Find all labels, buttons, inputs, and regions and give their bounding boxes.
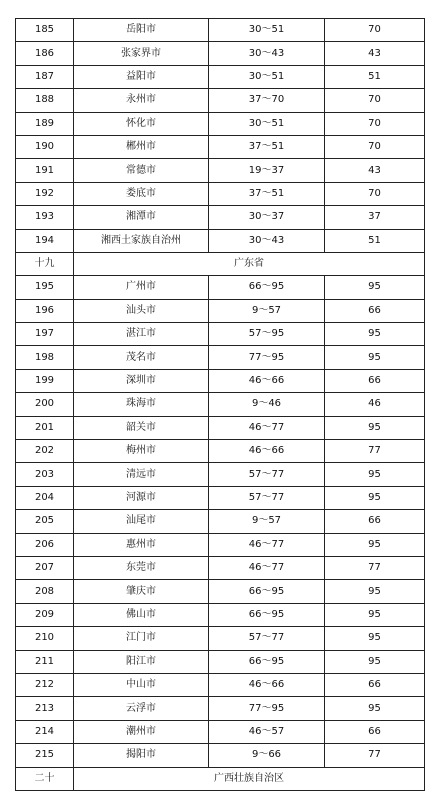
value-range: 77～95 bbox=[209, 346, 325, 369]
value-range: 66～95 bbox=[209, 603, 325, 626]
section-name: 广东省 bbox=[74, 252, 425, 275]
row-number: 213 bbox=[16, 697, 74, 720]
table-row bbox=[16, 627, 425, 650]
table-row bbox=[16, 510, 425, 533]
value-range: 9～57 bbox=[209, 299, 325, 322]
table-row bbox=[16, 89, 425, 112]
table-row bbox=[16, 697, 425, 720]
value-range: 46～57 bbox=[209, 720, 325, 743]
city-name: 怀化市 bbox=[74, 112, 209, 135]
table-row bbox=[16, 135, 425, 158]
table-row bbox=[16, 744, 425, 767]
value-cell: 51 bbox=[325, 65, 425, 88]
table-body bbox=[16, 19, 425, 791]
row-number: 207 bbox=[16, 556, 74, 579]
row-number: 215 bbox=[16, 744, 74, 767]
value-cell: 77 bbox=[325, 744, 425, 767]
city-name: 湛江市 bbox=[74, 323, 209, 346]
value-range: 66～95 bbox=[209, 276, 325, 299]
value-cell: 70 bbox=[325, 89, 425, 112]
value-range: 9～46 bbox=[209, 393, 325, 416]
value-cell: 95 bbox=[325, 463, 425, 486]
row-number: 202 bbox=[16, 440, 74, 463]
city-name: 湘潭市 bbox=[74, 206, 209, 229]
table-row bbox=[16, 42, 425, 65]
value-range: 46～66 bbox=[209, 673, 325, 696]
city-name: 东莞市 bbox=[74, 556, 209, 579]
row-number: 196 bbox=[16, 299, 74, 322]
table-row bbox=[16, 603, 425, 626]
value-cell: 95 bbox=[325, 697, 425, 720]
value-range: 37～51 bbox=[209, 182, 325, 205]
city-name: 郴州市 bbox=[74, 135, 209, 158]
city-name: 肇庆市 bbox=[74, 580, 209, 603]
table-row bbox=[16, 580, 425, 603]
value-range: 37～51 bbox=[209, 135, 325, 158]
table-row bbox=[16, 393, 425, 416]
section-row bbox=[16, 252, 425, 275]
table-row bbox=[16, 673, 425, 696]
city-name: 汕尾市 bbox=[74, 510, 209, 533]
city-name: 张家界市 bbox=[74, 42, 209, 65]
row-number: 187 bbox=[16, 65, 74, 88]
row-number: 195 bbox=[16, 276, 74, 299]
table-row bbox=[16, 65, 425, 88]
value-cell: 95 bbox=[325, 627, 425, 650]
row-number: 214 bbox=[16, 720, 74, 743]
table-row bbox=[16, 112, 425, 135]
row-number: 186 bbox=[16, 42, 74, 65]
value-cell: 66 bbox=[325, 720, 425, 743]
value-cell: 70 bbox=[325, 182, 425, 205]
value-range: 46～66 bbox=[209, 440, 325, 463]
section-name: 广西壮族自治区 bbox=[74, 767, 425, 790]
city-name: 中山市 bbox=[74, 673, 209, 696]
value-cell: 66 bbox=[325, 673, 425, 696]
table-row bbox=[16, 276, 425, 299]
city-name: 常德市 bbox=[74, 159, 209, 182]
row-number: 200 bbox=[16, 393, 74, 416]
row-number: 205 bbox=[16, 510, 74, 533]
city-name: 云浮市 bbox=[74, 697, 209, 720]
value-range: 9～57 bbox=[209, 510, 325, 533]
row-number: 204 bbox=[16, 486, 74, 509]
city-name: 汕头市 bbox=[74, 299, 209, 322]
row-number: 189 bbox=[16, 112, 74, 135]
row-number: 209 bbox=[16, 603, 74, 626]
value-range: 30～51 bbox=[209, 19, 325, 42]
value-range: 57～77 bbox=[209, 486, 325, 509]
value-cell: 95 bbox=[325, 533, 425, 556]
value-range: 37～70 bbox=[209, 89, 325, 112]
value-cell: 46 bbox=[325, 393, 425, 416]
value-range: 46～77 bbox=[209, 556, 325, 579]
city-name: 益阳市 bbox=[74, 65, 209, 88]
table-row bbox=[16, 533, 425, 556]
row-number: 197 bbox=[16, 323, 74, 346]
value-cell: 70 bbox=[325, 19, 425, 42]
city-name: 永州市 bbox=[74, 89, 209, 112]
value-cell: 95 bbox=[325, 323, 425, 346]
value-range: 66～95 bbox=[209, 650, 325, 673]
table-row bbox=[16, 556, 425, 579]
value-cell: 95 bbox=[325, 276, 425, 299]
value-cell: 95 bbox=[325, 580, 425, 603]
row-number: 194 bbox=[16, 229, 74, 252]
city-name: 广州市 bbox=[74, 276, 209, 299]
city-name: 深圳市 bbox=[74, 369, 209, 392]
value-cell: 95 bbox=[325, 416, 425, 439]
section-number: 十九 bbox=[16, 252, 74, 275]
row-number: 185 bbox=[16, 19, 74, 42]
value-cell: 70 bbox=[325, 135, 425, 158]
city-name: 娄底市 bbox=[74, 182, 209, 205]
value-cell: 66 bbox=[325, 299, 425, 322]
value-cell: 66 bbox=[325, 369, 425, 392]
value-range: 30～51 bbox=[209, 65, 325, 88]
table-row bbox=[16, 206, 425, 229]
row-number: 192 bbox=[16, 182, 74, 205]
row-number: 190 bbox=[16, 135, 74, 158]
city-name: 揭阳市 bbox=[74, 744, 209, 767]
city-name: 佛山市 bbox=[74, 603, 209, 626]
row-number: 211 bbox=[16, 650, 74, 673]
value-range: 57～77 bbox=[209, 627, 325, 650]
city-name: 韶关市 bbox=[74, 416, 209, 439]
table-row bbox=[16, 440, 425, 463]
region-table bbox=[15, 18, 425, 791]
section-number: 二十 bbox=[16, 767, 74, 790]
table-row bbox=[16, 229, 425, 252]
city-name: 河源市 bbox=[74, 486, 209, 509]
table-row bbox=[16, 720, 425, 743]
table-row bbox=[16, 463, 425, 486]
row-number: 203 bbox=[16, 463, 74, 486]
value-cell: 95 bbox=[325, 346, 425, 369]
row-number: 193 bbox=[16, 206, 74, 229]
value-range: 30～37 bbox=[209, 206, 325, 229]
city-name: 阳江市 bbox=[74, 650, 209, 673]
value-range: 19～37 bbox=[209, 159, 325, 182]
row-number: 199 bbox=[16, 369, 74, 392]
city-name: 珠海市 bbox=[74, 393, 209, 416]
city-name: 茂名市 bbox=[74, 346, 209, 369]
row-number: 201 bbox=[16, 416, 74, 439]
value-range: 30～43 bbox=[209, 229, 325, 252]
row-number: 198 bbox=[16, 346, 74, 369]
value-cell: 43 bbox=[325, 42, 425, 65]
value-range: 77～95 bbox=[209, 697, 325, 720]
table-row bbox=[16, 486, 425, 509]
table-row bbox=[16, 182, 425, 205]
row-number: 191 bbox=[16, 159, 74, 182]
value-range: 46～77 bbox=[209, 416, 325, 439]
city-name: 惠州市 bbox=[74, 533, 209, 556]
value-cell: 77 bbox=[325, 440, 425, 463]
row-number: 208 bbox=[16, 580, 74, 603]
table-row bbox=[16, 19, 425, 42]
value-range: 66～95 bbox=[209, 580, 325, 603]
table-row bbox=[16, 346, 425, 369]
row-number: 210 bbox=[16, 627, 74, 650]
table-row bbox=[16, 416, 425, 439]
row-number: 206 bbox=[16, 533, 74, 556]
row-number: 212 bbox=[16, 673, 74, 696]
city-name: 岳阳市 bbox=[74, 19, 209, 42]
table-row bbox=[16, 159, 425, 182]
value-cell: 95 bbox=[325, 650, 425, 673]
row-number: 188 bbox=[16, 89, 74, 112]
value-range: 30～51 bbox=[209, 112, 325, 135]
value-cell: 77 bbox=[325, 556, 425, 579]
value-cell: 43 bbox=[325, 159, 425, 182]
value-range: 57～95 bbox=[209, 323, 325, 346]
value-range: 9～66 bbox=[209, 744, 325, 767]
city-name: 江门市 bbox=[74, 627, 209, 650]
section-row bbox=[16, 767, 425, 790]
table-row bbox=[16, 369, 425, 392]
value-range: 57～77 bbox=[209, 463, 325, 486]
table-row bbox=[16, 323, 425, 346]
table-row bbox=[16, 650, 425, 673]
value-range: 46～66 bbox=[209, 369, 325, 392]
city-name: 清远市 bbox=[74, 463, 209, 486]
city-name: 梅州市 bbox=[74, 440, 209, 463]
value-cell: 95 bbox=[325, 486, 425, 509]
value-cell: 95 bbox=[325, 603, 425, 626]
value-cell: 37 bbox=[325, 206, 425, 229]
city-name: 潮州市 bbox=[74, 720, 209, 743]
value-cell: 66 bbox=[325, 510, 425, 533]
table-row bbox=[16, 299, 425, 322]
city-name: 湘西土家族自治州 bbox=[74, 229, 209, 252]
value-cell: 70 bbox=[325, 112, 425, 135]
value-range: 46～77 bbox=[209, 533, 325, 556]
value-range: 30～43 bbox=[209, 42, 325, 65]
value-cell: 51 bbox=[325, 229, 425, 252]
